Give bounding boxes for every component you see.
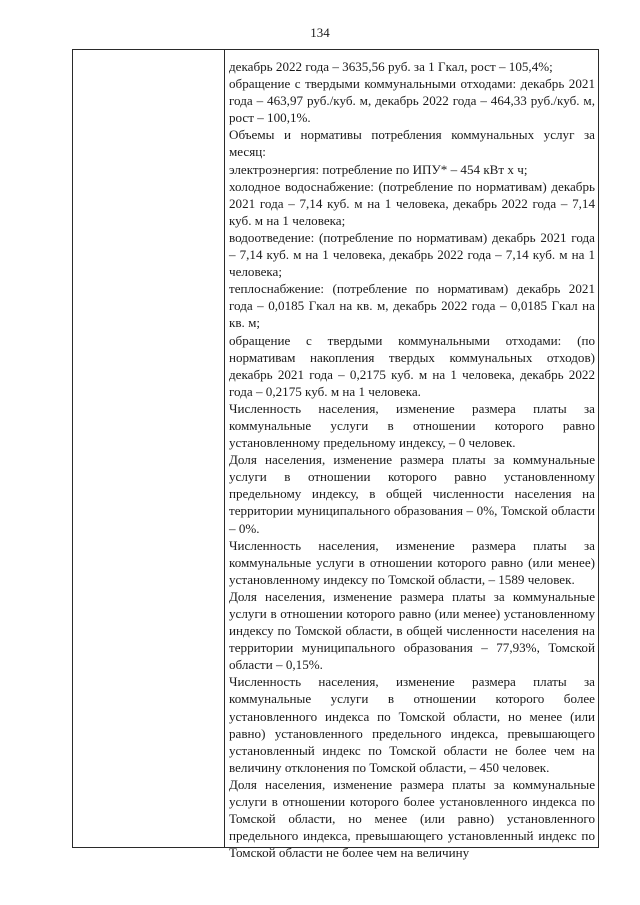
table-right-column [225,50,598,861]
paragraph-share-limit-index: Доля населения, изменение размера платы за коммунальные услуги в отношении которого равно установленному предельному индексу, в общей численности населения на территории муниципального образования – 0%, Томской области – 0%. [229,452,595,536]
paragraph-consumption-heading: Объемы и нормативы потребления коммунальных услуг за месяц: [229,127,595,160]
paragraph-drainage: водоотведение: (потребление по нормативам) декабрь 2021 года – 7,14 куб. м на 1 человека, декабрь 2022 года – 7,14 куб. м на 1 человека; [229,229,595,280]
paragraph-population-limit-index: Численность населения, изменение размера платы за коммунальные услуги в отношении которого равно установленному предельному индексу, – 0 человек. [229,400,595,451]
document-table [72,49,599,861]
paragraph-electricity: электроэнергия: потребление по ИПУ* – 454 кВт х ч; [229,161,528,177]
paragraph-waste-tariff: обращение с твердыми коммунальными отходами: декабрь 2021 года – 463,97 руб./куб. м, декабрь 2022 года – 464,33 руб./куб. м, рост – 100,1%. [229,76,595,126]
paragraph-share-regional-index: Доля населения, изменение размера платы за коммунальные услуги в отношении которого равно (или менее) установленному индексу по Томской области, в общей численности населения на территории муниципального образования – 77,93%, Томской области – 0,15%. [229,588,595,673]
paragraph-population-regional-index: Численность населения, изменение размера платы за коммунальные услуги в отношении которого равно (или менее) установленному индексу по Томской области, – 1589 человек. [229,537,595,587]
paragraph-share-above-index: Доля населения, изменение размера платы за коммунальные услуги в отношении которого более установленного индекса по Томской области, но менее (или равно) установленного предельного индекса, превышающего установленный индекс по Томской области не более чем на величину [229,776,595,861]
paragraph-population-above-index: Численность населения, изменение размера платы за коммунальные услуги в отношении которого более установленного индекса по Томской области, но менее (или равно) установленного предельного индекса, превышающего установленный индекс по Томской области не более чем на величину отклонения по Томской области, – 450 человек. [229,674,595,775]
table-left-column [73,50,225,847]
paragraph-cold-water: холодное водоснабжение: (потребление по нормативам) декабрь 2021 года – 7,14 куб. м на 1 человека, декабрь 2022 года – 7,14 куб. м на 1 человека; [229,178,595,228]
paragraph-heating-tariff: декабрь 2022 года – 3635,56 руб. за 1 Гкал, рост – 105,4%; [229,59,553,74]
paragraph-waste: обращение с твердыми коммунальными отходами: (по нормативам накопления твердых коммунальных отходов) декабрь 2021 года – 0,2175 куб. м на 1 человека, декабрь 2022 года – 0,2175 куб. м на 1 человека. [229,332,595,399]
paragraph-heating: теплоснабжение: (потребление по нормативам) декабрь 2021 года – 0,0185 Гкал на кв. м, декабрь 2022 года – 0,0185 Гкал на кв. м; [229,281,595,331]
page-number: 134 [310,25,330,40]
